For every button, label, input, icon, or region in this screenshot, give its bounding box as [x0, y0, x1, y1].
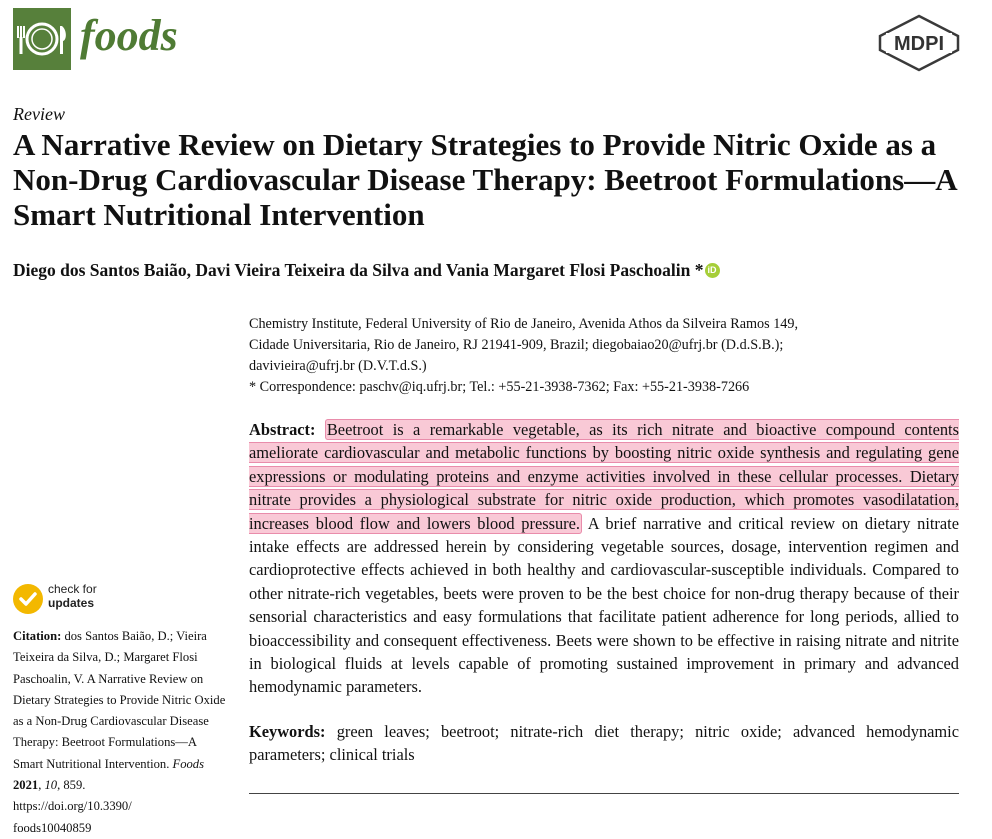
abstract — [249, 418, 959, 699]
journal-logo-icon — [13, 8, 71, 70]
updates-label — [48, 582, 97, 610]
citation-journal: Foods — [172, 756, 204, 771]
mdpi-logo-icon — [876, 14, 962, 72]
citation-pages: 859. — [63, 778, 86, 793]
keywords — [249, 720, 959, 767]
orcid-icon[interactable]: iD — [705, 263, 720, 278]
author-list — [13, 258, 720, 282]
keywords-label: Keywords: — [249, 722, 326, 741]
author-names: Diego dos Santos Baião, Davi Vieira Teixeira da Silva and Vania Margaret Flosi Paschoalin * — [13, 260, 704, 280]
abstract-text: A brief narrative and critical review on dietary nitrate intake effects are addressed herein by considering vegetable sources, dosage, intervention regimen and cardioprotective effects achieved in both healthy and cardiovascular-susceptible individuals. Compared to other nitrate-rich vegetables, beets were proven to be the best choice for non-drug therapy because of their sensorial characteristics and easy formulations that facilitate patient adherence for long periods, allied to bioaccessibility and consequent effectiveness. Beets were shown to be effective in raising nitrate and nitrite in biological fluids at levels capable of promoting sustained improvement in primary and advanced hemodynamic parameters. — [249, 513, 959, 697]
article-title: A Narrative Review on Dietary Strategies to Provide Nitric Oxide as a Non-Drug Cardiovascular Disease Therapy: Beetroot Formulations—A Smart Nutritional Intervention — [13, 127, 956, 232]
citation-text: dos Santos Baião, D.; Vieira Teixeira da Silva, D.; Margaret Flosi Paschoalin, V. A Narrative Review on Dietary Strategies to Provide Nitric Oxide as a Non-Drug Cardiovascular Disease Therapy: Beetroot Formulations—A Smart Nutritional Intervention. — [13, 629, 226, 771]
affiliations — [249, 314, 949, 398]
updates-line-2: updates — [48, 596, 95, 610]
doi-link-line-2[interactable]: foods10040859 — [13, 820, 92, 835]
affiliation-line: Chemistry Institute, Federal University of Rio de Janeiro, Avenida Athos da Silveira Ramos 149, — [249, 316, 799, 332]
citation-year: 2021 — [13, 778, 39, 793]
citation-label: Citation: — [13, 629, 62, 643]
keywords-text: green leaves; beetroot; nitrate-rich diet therapy; nitric oxide; advanced hemodynamic parameters; clinical trials — [249, 722, 959, 765]
affiliation-line: Cidade Universitaria, Rio de Janeiro, RJ 21941-909, Brazil; diegobaiao20@ufrj.br (D.d.S.B.); — [249, 337, 784, 353]
doi-link-line-1[interactable]: https://doi.org/10.3390/ — [13, 799, 132, 814]
check-for-updates-button[interactable] — [13, 582, 123, 616]
correspondence-line: * Correspondence: paschv@iq.ufrj.br; Tel.: +55-21-3938-7362; Fax: +55-21-3938-7266 — [249, 379, 750, 395]
journal-name: foods — [80, 11, 178, 60]
divider — [249, 793, 959, 794]
publisher-name: MDPI — [894, 33, 944, 55]
article-type: Review — [13, 104, 65, 124]
abstract-highlight[interactable]: Beetroot is a remarkable vegetable, as its rich nitrate and bioactive compound contents ameliorate cardiovascular and metabolic functions by boosting nitric oxide synthesis and regulating gene expressions or modulating proteins and enzyme activities involved in these cellular processes. Dietary nitrate provides a physiological substrate for nitric oxide production, which promotes vasodilatation, increases blood flow and lowers blood pressure. — [249, 420, 959, 533]
updates-line-1: check for — [48, 582, 97, 596]
citation: Citation: dos Santos Baião, D.; Vieira Teixeira da Silva, D.; Margaret Flosi Paschoalin, V. A Narrative Review on Dietary Strategies to Provide Nitric Oxide as a Non-Drug Cardiovascular Disease Therapy: Beetroot Formulations—A Smart Nutritional Intervention. Foods 2021, 10, 859. https://doi.org/10.3390/ foods10040859 — [13, 626, 227, 839]
abstract-label: Abstract: — [249, 420, 316, 439]
check-icon — [13, 584, 43, 614]
citation-volume: 10 — [44, 778, 58, 793]
affiliation-line: davivieira@ufrj.br (D.V.T.d.S.) — [249, 358, 427, 374]
